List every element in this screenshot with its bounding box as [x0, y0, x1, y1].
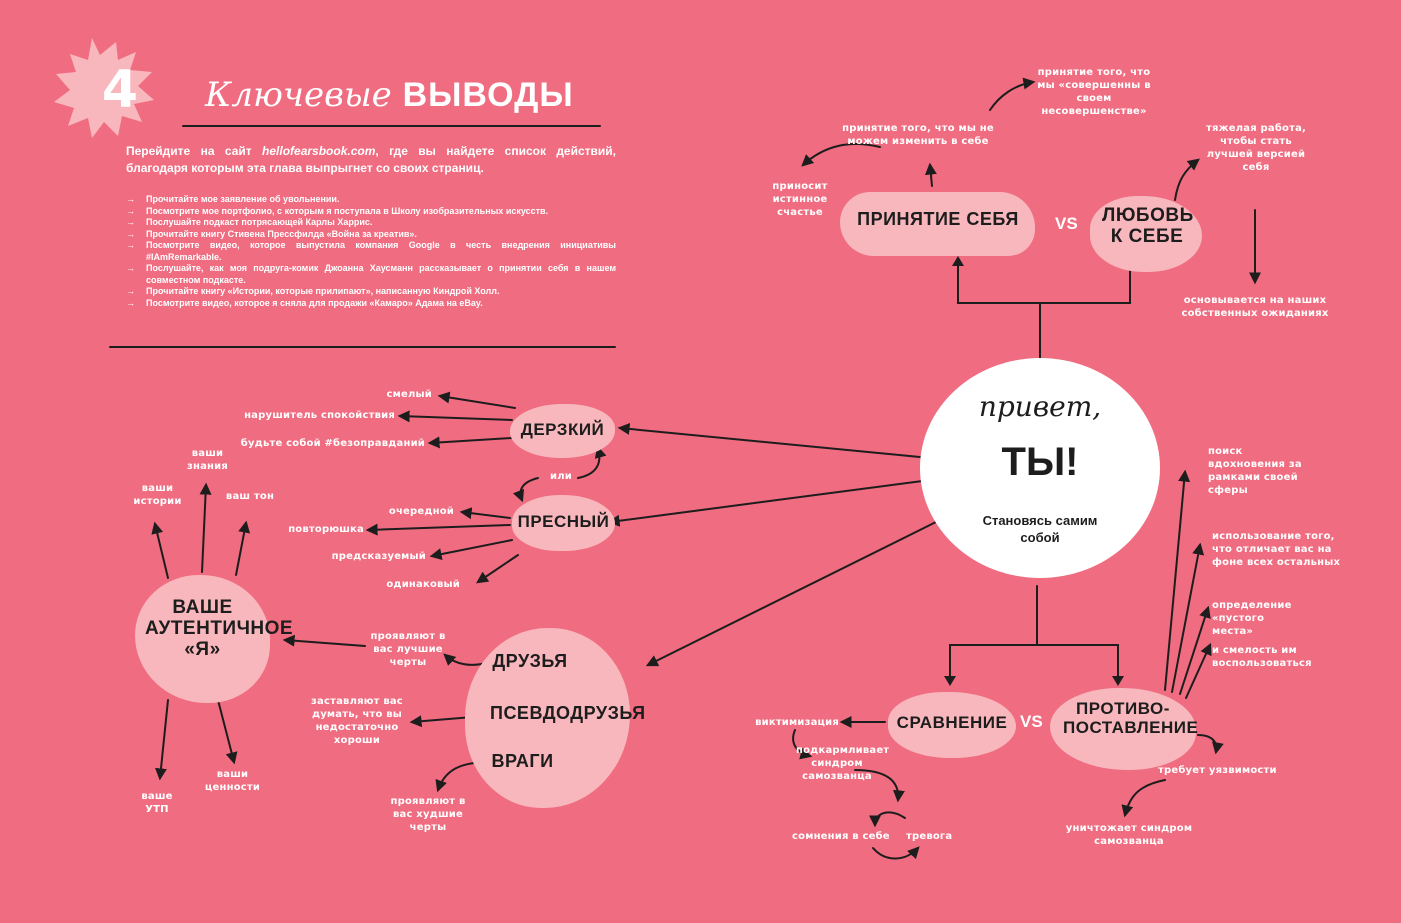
best-traits-text: проявляют в вас лучшие черты: [370, 631, 446, 668]
inspiration-text: поиск вдохновения за рамками своей сферы: [1208, 446, 1302, 496]
destroys-impostor-text: уничтожает синдром самозванца: [1065, 823, 1193, 847]
title-script: Ключевые: [205, 75, 392, 115]
intro-after: , где вы найдете список действий, благодаря которым эта глава выпрыгнет со своих страниц.: [126, 144, 617, 175]
using-difference-text: использование того, что отличает вас на фоне всех остальных: [1212, 531, 1341, 568]
worst-traits-text: проявляют в вас худшие черты: [390, 796, 466, 833]
self-acceptance-label: ПРИНЯТИЕ СЕБЯ: [857, 209, 1019, 229]
accept-perfect-text: принятие того, что мы «совершенны в своем несовершенстве»: [1037, 67, 1151, 117]
arrow-icon: →: [126, 205, 135, 216]
friends-label: ДРУЗЬЯ: [492, 651, 568, 671]
bold-item-2: нарушитель спокойствия: [244, 410, 395, 421]
intro-text: [126, 143, 616, 177]
action-list: [126, 194, 616, 309]
bland-item-2: повторюшка: [288, 524, 364, 535]
arrow-icon: →: [126, 228, 135, 239]
courage-text: и смелость им воспользоваться: [1212, 645, 1312, 669]
arrow-icon: →: [126, 297, 135, 308]
title-caps: ВЫВОДЫ: [402, 76, 574, 114]
hard-work-text: тяжелая работа, чтобы стать лучшей версией себя: [1205, 123, 1307, 173]
bland-item-4: одинаковый: [386, 579, 460, 590]
victimization-text: виктимизация: [755, 717, 839, 728]
authentic-values: ваши ценности: [204, 769, 261, 793]
bland-item-3: предсказуемый: [331, 551, 426, 562]
pseudo-friends-label: ПСЕВДОДРУЗЬЯ: [490, 703, 646, 723]
empty-space-text: определение «пустого места»: [1212, 600, 1292, 637]
center-subtitle: Становясь самим собой: [982, 513, 1098, 545]
authentic-stories: ваши истории: [133, 483, 182, 507]
comparison-label: СРАВНЕНИЕ: [896, 713, 1008, 732]
arrow-icon: →: [126, 194, 135, 204]
center-you: ТЫ!: [1001, 440, 1079, 484]
authentic-self-label: ВАШЕ АУТЕНТИЧНОЕ «Я»: [145, 597, 294, 660]
based-on-text: основывается на наших собственных ожиданиях: [1181, 295, 1329, 319]
list-item: → Прочитайте книгу «Истории, которые прилипают», написанную Киндрой Холл.: [126, 286, 500, 296]
accept-cannot-change-text: принятие того, что мы не можем изменить в себе: [842, 123, 994, 147]
authentic-tone: ваш тон: [225, 491, 275, 502]
list-item: → Прочитайте мое заявление об увольнении.: [126, 194, 340, 204]
enemies-label: ВРАГИ: [491, 751, 554, 771]
self-love-label: ЛЮБОВЬ К СЕБЕ: [1102, 205, 1194, 247]
bold-item-1: смелый: [386, 389, 432, 400]
anxiety-text: тревога: [906, 831, 953, 842]
or-label: или: [550, 471, 572, 482]
center-hello: привет,: [978, 390, 1102, 423]
requires-vulnerability-text: требует уязвимости: [1158, 765, 1277, 776]
intro-before: Перейдите на сайт: [126, 144, 263, 158]
contrast-label: ПРОТИВО-ПОСТАВЛЕНИЕ: [1063, 699, 1199, 737]
list-item: → Посмотрите мое портфолио, с которым я поступала в Школу изобразительных искусств.: [126, 205, 549, 216]
feeds-impostor-text: подкармливает синдром самозванца: [796, 745, 890, 782]
arrow-icon: →: [126, 286, 135, 296]
bold-label: ДЕРЗКИЙ: [520, 420, 605, 439]
authentic-usp: ваше УТП: [141, 791, 173, 815]
list-item: → Послушайте, как моя подруга-комик Джоанна Хаусманн рассказывает о принятии себя в нашем совместном подкасте.: [126, 263, 616, 285]
intro-link[interactable]: hellofearsbook.com: [262, 144, 376, 158]
list-item: → Посмотрите видео, которое выпустила компания Google в честь внедрения инициативы #IAmRemarkable.: [126, 240, 616, 262]
self-doubt-text: сомнения в себе: [792, 831, 890, 842]
authentic-knowledge: ваши знания: [186, 448, 228, 472]
arrow-icon: →: [126, 263, 135, 273]
top-vs-label: VS: [1055, 214, 1078, 233]
arrow-icon: →: [126, 217, 135, 227]
bottom-vs-label: VS: [1020, 712, 1043, 731]
list-item: → Посмотрите видео, которое я сняла для продажи «Камаро» Адама на eBay.: [126, 297, 483, 308]
bland-label: ПРЕСНЫЙ: [517, 512, 610, 531]
page-title: [205, 75, 574, 115]
arrow-icon: →: [126, 240, 135, 250]
bold-item-3: будьте собой #безоправданий: [240, 438, 425, 449]
bland-item-1: очередной: [388, 506, 454, 517]
brings-happiness-text: приносит истинное счастье: [772, 181, 828, 218]
chapter-number: 4: [101, 60, 139, 120]
list-item: → Послушайте подкаст потрясающей Карлы Харрис.: [126, 217, 373, 227]
list-item: → Прочитайте книгу Стивена Прессфилда «Война за креатив».: [126, 228, 417, 239]
not-good-text: заставляют вас думать, что вы недостаточно хороши: [311, 696, 403, 746]
